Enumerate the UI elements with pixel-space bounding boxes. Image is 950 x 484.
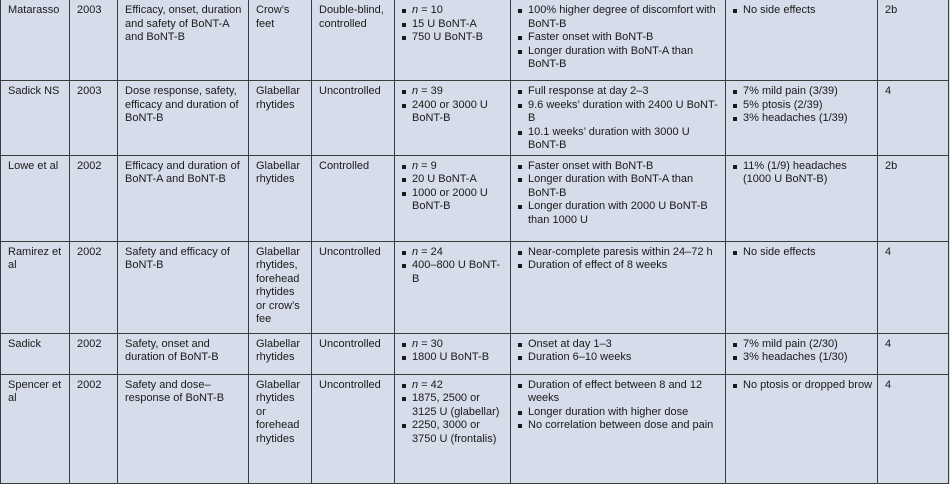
list-item <box>402 259 505 286</box>
year-cell: 2002 <box>70 374 118 483</box>
list-item: No side effects <box>733 246 872 260</box>
table-row <box>1 0 949 81</box>
design-cell: Uncontrolled <box>312 374 395 483</box>
n-symbol: n <box>412 337 419 350</box>
design-cell: Uncontrolled <box>312 333 395 374</box>
indication-cell: Glabellar rhytides <box>249 333 312 374</box>
results-cell <box>511 81 726 156</box>
list-item <box>402 85 505 99</box>
indication-cell: Glabellar rhytides or forehead rhytides <box>249 374 312 483</box>
author-cell: Lowe et al <box>1 155 70 241</box>
patients-cell <box>395 0 511 81</box>
objective-cell: Dose response, safety, efficacy and duration of BoNT-B <box>118 81 249 156</box>
patients-cell <box>395 333 511 374</box>
year-cell: 2002 <box>70 241 118 333</box>
list-item: 10.1 weeks’ duration with 3000 U BoNT-B <box>518 126 720 153</box>
list-item-text: = 30 <box>418 337 443 350</box>
list-item: No correlation between dose and pain <box>518 419 720 433</box>
design-cell: Uncontrolled <box>312 241 395 333</box>
list-item-text: 20 U BoNT-A <box>412 173 477 185</box>
results-cell <box>511 241 726 333</box>
results-cell-list <box>518 379 720 433</box>
evidence-level-cell: 4 <box>878 333 949 374</box>
list-item: 3% headaches (1/39) <box>733 112 872 126</box>
list-item <box>402 99 505 126</box>
design-cell: Double-blind, controlled <box>312 0 395 81</box>
author-cell: Sadick NS <box>1 81 70 156</box>
list-item: Faster onset with BoNT-B <box>518 31 720 45</box>
list-item: Faster onset with BoNT-B <box>518 160 720 174</box>
patients-cell <box>395 155 511 241</box>
indication-cell: Glabellar rhytides <box>249 81 312 156</box>
n-symbol: n <box>412 378 419 391</box>
patients-cell <box>395 374 511 483</box>
side-effects-cell <box>726 374 878 483</box>
table-row <box>1 333 949 374</box>
list-item: No ptosis or dropped brow <box>733 379 872 393</box>
evidence-level-cell: 4 <box>878 374 949 483</box>
side-effects-cell-list <box>733 338 872 365</box>
list-item-text: 2400 or 3000 U BoNT-B <box>412 98 488 124</box>
list-item <box>402 160 505 174</box>
year-cell: 2003 <box>70 0 118 81</box>
side-effects-cell-list <box>733 4 872 18</box>
table-row <box>1 374 949 483</box>
list-item: Duration of effect between 8 and 12 weeks <box>518 379 720 406</box>
patients-cell-list <box>402 379 505 447</box>
author-cell: Ramirez et al <box>1 241 70 333</box>
list-item-text: 400–800 U BoNT-B <box>412 259 501 285</box>
list-item: Near-complete paresis within 24–72 h <box>518 246 720 260</box>
indication-cell: Glabellar rhytides, forehead rhytides or crow’s fee <box>249 241 312 333</box>
list-item-text: 1875, 2500 or 3125 U (glabellar) <box>412 392 500 418</box>
list-item: 3% headaches (1/30) <box>733 351 872 365</box>
list-item: Longer duration with higher dose <box>518 406 720 420</box>
results-cell-list <box>518 85 720 153</box>
list-item: 5% ptosis (2/39) <box>733 99 872 113</box>
objective-cell: Efficacy, onset, duration and safety of BoNT-A and BoNT-B <box>118 0 249 81</box>
evidence-level-cell: 4 <box>878 81 949 156</box>
side-effects-cell <box>726 0 878 81</box>
list-item: 9.6 weeks’ duration with 2400 U BoNT-B <box>518 99 720 126</box>
table-row <box>1 155 949 241</box>
side-effects-cell <box>726 333 878 374</box>
n-symbol: n <box>412 85 419 97</box>
author-cell: Matarasso <box>1 0 70 81</box>
list-item-text: = 9 <box>418 159 437 172</box>
list-item <box>402 338 505 352</box>
table-body <box>1 0 949 483</box>
patients-cell-list <box>402 338 505 365</box>
objective-cell: Safety, onset and duration of BoNT-B <box>118 333 249 374</box>
list-item-text: 1000 or 2000 U BoNT-B <box>412 186 488 212</box>
patients-cell <box>395 241 511 333</box>
n-symbol: n <box>412 245 419 258</box>
side-effects-cell-list <box>733 85 872 126</box>
results-cell <box>511 155 726 241</box>
side-effects-cell-list <box>733 160 872 187</box>
list-item: 100% higher degree of discomfort with BoNT-B <box>518 4 720 31</box>
design-cell: Controlled <box>312 155 395 241</box>
year-cell: 2002 <box>70 155 118 241</box>
list-item-text: 15 U BoNT-A <box>412 17 477 30</box>
list-item: Duration 6–10 weeks <box>518 351 720 365</box>
list-item: Onset at day 1–3 <box>518 338 720 352</box>
list-item <box>402 246 505 260</box>
objective-cell: Safety and dose–response of BoNT-B <box>118 374 249 483</box>
indication-cell: Glabellar rhytides <box>249 155 312 241</box>
results-cell-list <box>518 338 720 365</box>
year-cell: 2003 <box>70 81 118 156</box>
list-item <box>402 31 505 45</box>
results-cell <box>511 374 726 483</box>
evidence-level-cell: 2b <box>878 0 949 81</box>
list-item <box>402 379 505 393</box>
results-cell <box>511 333 726 374</box>
list-item-text: 2250, 3000 or 3750 U (frontalis) <box>412 419 497 445</box>
list-item: Duration of effect of 8 weeks <box>518 259 720 273</box>
side-effects-cell-list <box>733 246 872 260</box>
evidence-level-cell: 2b <box>878 155 949 241</box>
list-item <box>402 187 505 214</box>
side-effects-cell <box>726 241 878 333</box>
author-cell: Spencer et al <box>1 374 70 483</box>
list-item: 7% mild pain (3/39) <box>733 85 872 99</box>
list-item: 11% (1/9) headaches (1000 U BoNT-B) <box>733 160 872 187</box>
list-item <box>402 173 505 187</box>
side-effects-cell-list <box>733 379 872 393</box>
list-item-text: = 42 <box>418 378 443 391</box>
side-effects-cell <box>726 155 878 241</box>
patients-cell-list <box>402 4 505 45</box>
list-item-text: 1800 U BoNT-B <box>412 351 490 363</box>
n-symbol: n <box>412 4 419 16</box>
patients-cell <box>395 81 511 156</box>
patients-cell-list <box>402 85 505 126</box>
list-item-text: = 24 <box>418 245 443 258</box>
list-item: Longer duration with BoNT-A than BoNT-B <box>518 173 720 200</box>
design-cell: Uncontrolled <box>312 81 395 156</box>
list-item-text: = 10 <box>418 4 443 16</box>
results-cell-list <box>518 4 720 72</box>
year-cell: 2002 <box>70 333 118 374</box>
table-row <box>1 81 949 156</box>
patients-cell-list <box>402 246 505 287</box>
list-item: Full response at day 2–3 <box>518 85 720 99</box>
table-row <box>1 241 949 333</box>
patients-cell-list <box>402 160 505 214</box>
objective-cell: Safety and efficacy of BoNT-B <box>118 241 249 333</box>
list-item <box>402 392 505 419</box>
list-item-text: = 39 <box>418 85 443 97</box>
list-item <box>402 419 505 446</box>
side-effects-cell <box>726 81 878 156</box>
results-cell <box>511 0 726 81</box>
list-item: Longer duration with 2000 U BoNT-B than 1000 U <box>518 200 720 227</box>
results-cell-list <box>518 160 720 228</box>
list-item-text: 750 U BoNT-B <box>412 31 483 43</box>
list-item <box>402 351 505 365</box>
list-item <box>402 18 505 32</box>
list-item <box>402 4 505 18</box>
author-cell: Sadick <box>1 333 70 374</box>
objective-cell: Efficacy and duration of BoNT-A and BoNT-B <box>118 155 249 241</box>
results-cell-list <box>518 246 720 273</box>
list-item: Longer duration with BoNT-A than BoNT-B <box>518 45 720 72</box>
list-item: No side effects <box>733 4 872 18</box>
list-item: 7% mild pain (2/30) <box>733 338 872 352</box>
n-symbol: n <box>412 159 419 172</box>
indication-cell: Crow’s feet <box>249 0 312 81</box>
evidence-level-cell: 4 <box>878 241 949 333</box>
